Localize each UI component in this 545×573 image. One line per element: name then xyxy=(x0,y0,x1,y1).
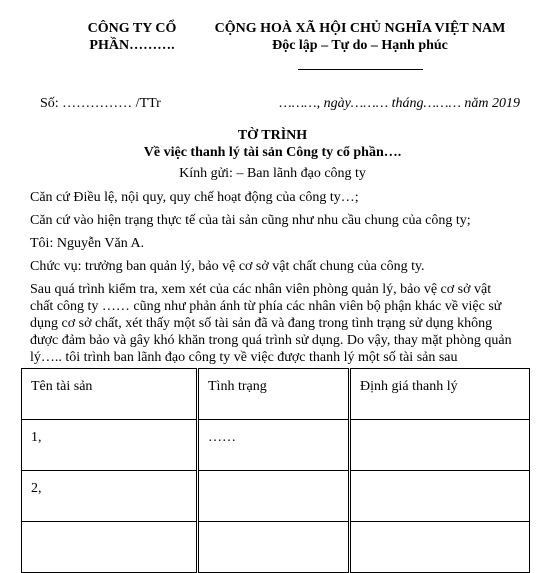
recipient-line: Kính gửi: – Ban lãnh đạo công ty xyxy=(179,166,366,181)
national-title: CỘNG HOÀ XÃ HỘI CHỦ NGHĨA VIỆT NAM xyxy=(214,21,506,36)
document-date: ………, ngày……… tháng……… năm 2019 xyxy=(279,96,520,111)
table-row xyxy=(22,522,530,573)
paragraph-basis-status: Căn cứ vào hiện trạng thực tế của tài sản cũng như nhu cầu chung của công ty; xyxy=(30,213,471,228)
header-condition: Tình trạng xyxy=(198,369,350,420)
table-header-row xyxy=(22,369,530,420)
paragraph-position: Chức vụ: trưởng ban quản lý, bảo vệ cơ sở vật chất chung của công ty. xyxy=(30,259,425,274)
asset-table xyxy=(21,368,530,573)
cell-asset-name: 2, xyxy=(22,471,198,522)
cell-condition xyxy=(198,522,350,573)
cell-asset-name xyxy=(22,522,198,573)
company-name-line1: CÔNG TY CỔ xyxy=(87,21,177,36)
document-subtitle: Về việc thanh lý tài sản Công ty cổ phần…. xyxy=(143,145,402,160)
header-liquidation-price: Định giá thanh lý xyxy=(350,369,530,420)
paragraph-basis-charter: Căn cứ Điều lệ, nội quy, quy chế hoạt động của công ty…; xyxy=(30,190,359,205)
company-name-line2: PHẦN………. xyxy=(89,38,175,53)
cell-liquidation-price xyxy=(350,471,530,522)
cell-liquidation-price xyxy=(350,522,530,573)
proposal-line: Sau quá trình kiểm tra, xem xét của các nhân viên phòng quản lý, bảo vệ cơ sở vật xyxy=(30,282,492,297)
proposal-line: dụng cơ sở chất, xét thấy một số tài sản đã và đang trong tình trạng sử dụng không xyxy=(30,316,493,331)
paragraph-proposal xyxy=(30,281,530,366)
header-asset-name: Tên tài sản xyxy=(22,369,198,420)
national-heading xyxy=(205,20,515,54)
cell-condition: …… xyxy=(198,420,350,471)
cell-liquidation-price xyxy=(350,420,530,471)
table-row xyxy=(22,471,530,522)
proposal-line: được đảm bảo và gây khó khăn trong quá trình sử dụng. Do vậy, thay mặt phòng quản xyxy=(30,333,512,348)
company-name xyxy=(62,20,202,54)
paragraph-author: Tôi: Nguyễn Văn A. xyxy=(30,236,145,251)
cell-asset-name: 1, xyxy=(22,420,198,471)
document-title: TỜ TRÌNH xyxy=(237,128,308,143)
document-meta xyxy=(40,96,520,114)
motto-underline xyxy=(298,69,423,70)
national-motto: Độc lập – Tự do – Hạnh phúc xyxy=(272,38,448,53)
document-number: Số: …………… /TTr xyxy=(40,96,161,111)
proposal-line: chất công ty …… cũng như phản ánh từ phía các nhân viên bộ phận khác về việc sử xyxy=(30,299,502,314)
table-row xyxy=(22,420,530,471)
cell-condition xyxy=(198,471,350,522)
proposal-line: lý….. tôi trình ban lãnh đạo công ty về việc được thanh lý một số tài sản sau xyxy=(30,350,458,365)
